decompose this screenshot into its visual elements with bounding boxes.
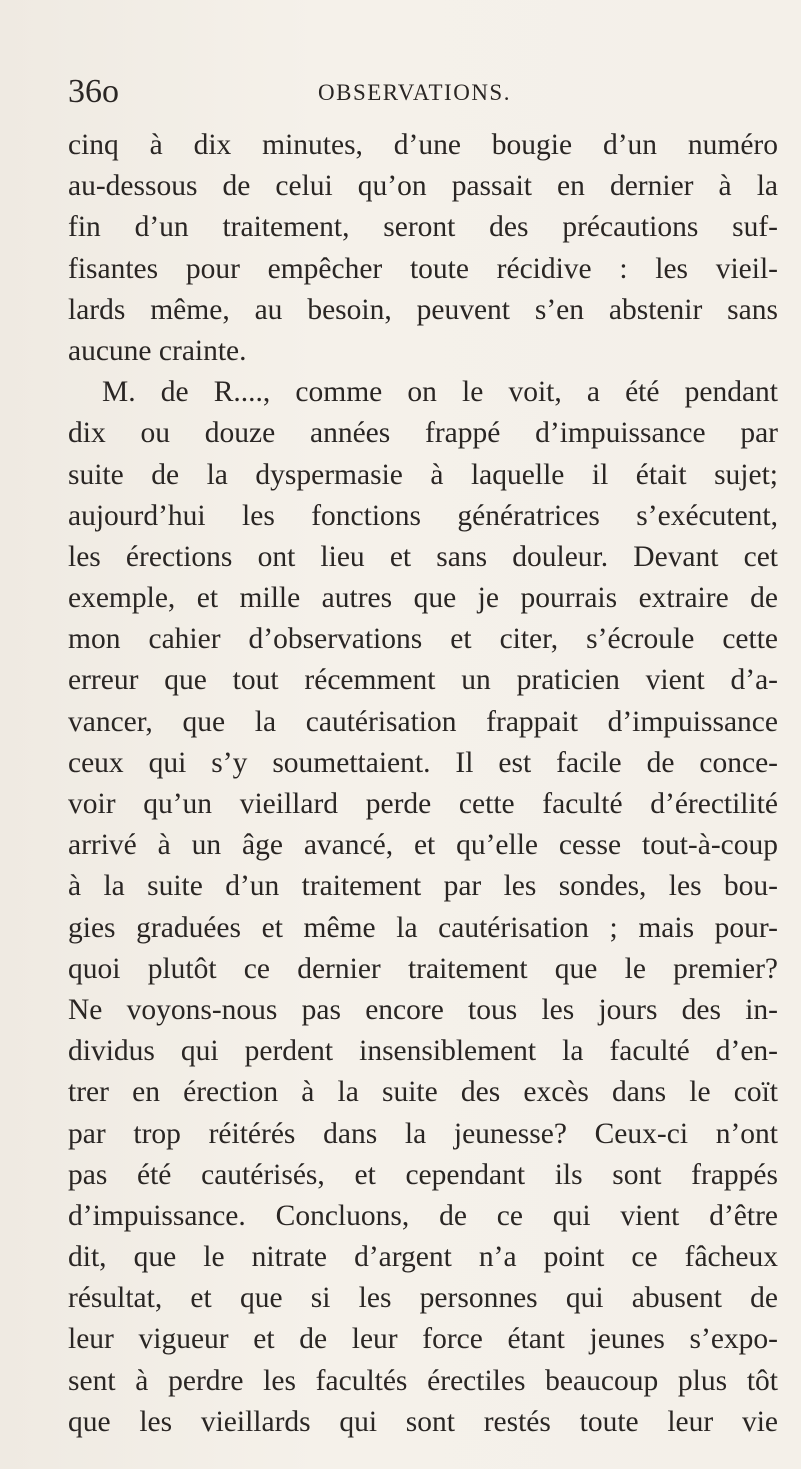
text-line: fin d’un traitement, seront des précautions suf- <box>68 211 778 244</box>
page-number: 36o <box>68 73 119 110</box>
text-line: résultat, et que si les personnes qui abusent de <box>68 1282 778 1315</box>
text-line: voir qu’un vieillard perde cette faculté d’érectilité <box>68 788 778 820</box>
text-line: ceux qui s’y soumettaient. Il est facile de conce- <box>68 746 778 779</box>
text-line: d’impuissance. Concluons, de ce qui vient d’être <box>68 1199 778 1232</box>
text-line: erreur que tout récemment un praticien vient d’a- <box>68 664 778 697</box>
text-line: M. de R...., comme on le voit, a été pendant <box>102 376 778 409</box>
text-line: trer en érection à la suite des excès dans le coït <box>68 1076 778 1109</box>
text-line: lards même, au besoin, peuvent s’en abstenir sans <box>68 293 778 326</box>
text-line: au-dessous de celui qu’on passait en dernier à la <box>68 170 778 203</box>
body-text <box>68 125 778 1443</box>
paragraph-1 <box>68 125 778 372</box>
text-line: leur vigueur et de leur force étant jeunes s’expo- <box>68 1323 778 1356</box>
text-line: par trop réitérés dans la jeunesse? Ceux-ci n’ont <box>68 1117 778 1150</box>
text-line: les érections ont lieu et sans douleur. Devant cet <box>68 540 778 573</box>
text-line: Ne voyons-nous pas encore tous les jours des in- <box>68 993 778 1026</box>
text-line: aucune crainte. <box>68 334 247 367</box>
text-line: que les vieillards qui sont restés toute leur vie <box>68 1405 778 1438</box>
paragraph-2 <box>68 372 778 1443</box>
text-line: fisantes pour empêcher toute récidive : les vieil- <box>68 252 778 285</box>
text-line: pas été cautérisés, et cependant ils sont frappés <box>68 1158 778 1191</box>
text-line: vancer, que la cautérisation frappait d’impuissance <box>68 705 778 738</box>
page-header <box>68 72 768 116</box>
text-line: quoi plutôt ce dernier traitement que le premier? <box>68 952 778 985</box>
running-head: OBSERVATIONS. <box>318 80 511 105</box>
text-line: mon cahier d’observations et citer, s’écroule cette <box>68 623 778 656</box>
text-line: dit, que le nitrate d’argent n’a point ce fâcheux <box>68 1241 778 1274</box>
text-line: suite de la dyspermasie à laquelle il était sujet; <box>68 458 778 491</box>
text-line: arrivé à un âge avancé, et qu’elle cesse tout-à-coup <box>68 829 778 862</box>
text-line: à la suite d’un traitement par les sondes, les bou- <box>68 870 778 903</box>
text-line: exemple, et mille autres que je pourrais extraire de <box>68 582 778 615</box>
text-line: aujourd’hui les fonctions génératrices s’exécutent, <box>68 499 778 532</box>
text-line: sent à perdre les facultés érectiles beaucoup plus tôt <box>68 1364 778 1397</box>
text-line: gies graduées et même la cautérisation ; mais pour- <box>68 911 778 944</box>
text-line: dividus qui perdent insensiblement la faculté d’en- <box>68 1035 778 1068</box>
text-line: cinq à dix minutes, d’une bougie d’un numéro <box>68 129 778 161</box>
text-line: dix ou douze années frappé d’impuissance par <box>68 417 778 450</box>
